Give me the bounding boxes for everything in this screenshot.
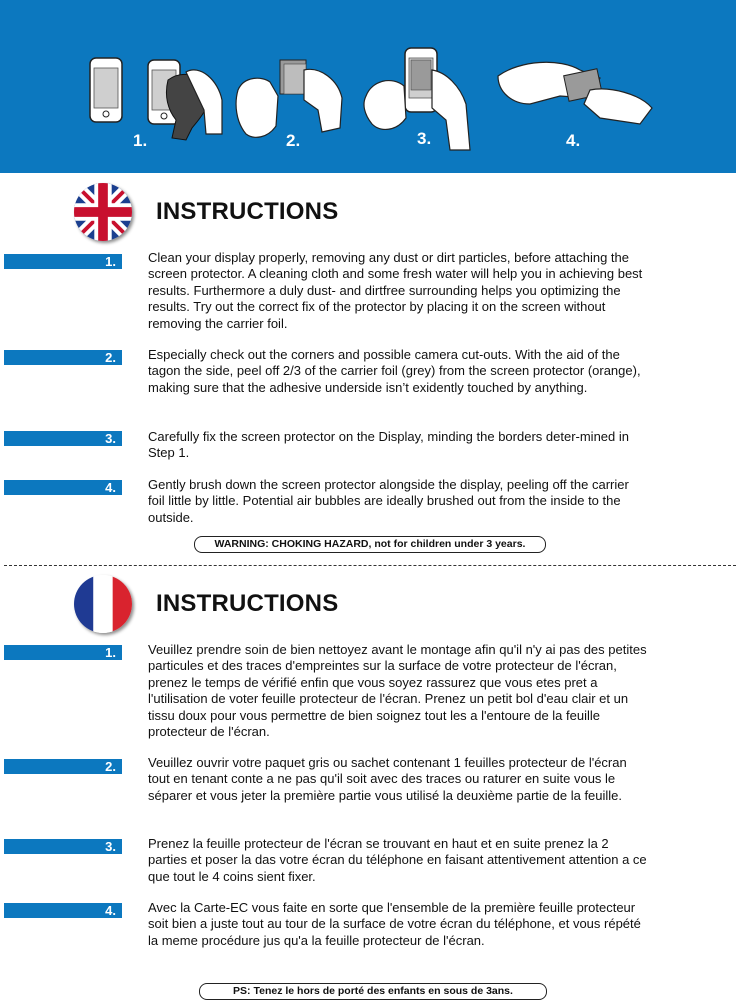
step-1-label: 1. <box>133 131 148 150</box>
step-text-fr-1: Veuillez prendre soin de bien nettoyez avant le montage afin qu'il n'y ai pas des petites particules et des traces d'empreintes sur la surface de votre protecteur de l'écran, prenez le temps de vérifié enfin que vous soyez rassurez que vous etes pret a l'utilisation de voter feuille protecteur de l'écran. Prenez un petit bol d'eau clair et un tissu doux pour vous permettre de bien soignez tout les a l'entoure de la feuille protecteur de l'écran. <box>148 642 647 740</box>
step-number-en-4: 4. <box>4 480 122 495</box>
ps-note: PS: Tenez le hors de porté des enfants en sous de 3ans. <box>199 983 547 1000</box>
step-text-fr-2: Veuillez ouvrir votre paquet gris ou sachet contenant 1 feuilles protecteur de l'écran tout en tenant conte a ne pas qu'il soit avec des traces ou raturer en suite vous le séparer et vous jeter la première partie vous utilisé la deuxième partie de la feuille. <box>148 755 627 803</box>
step-number-en-2: 2. <box>4 350 122 365</box>
step-number-fr-1: 1. <box>4 645 122 660</box>
warning-note: WARNING: CHOKING HAZARD, not for children under 3 years. <box>194 536 546 553</box>
step-number-fr-3: 3. <box>4 839 122 854</box>
step-text-fr-3: Prenez la feuille protecteur de l'écran se trouvant en haut et en suite prenez la 2 parties et poser la das votre écran du téléphone en faisant attentivement attention a ce que tout le 4 coins sient fixer. <box>148 836 647 884</box>
step-number-en-1: 1. <box>4 254 122 269</box>
section-divider <box>4 565 736 566</box>
phone-icon <box>90 58 122 122</box>
step-3-label: 3. <box>417 129 432 148</box>
uk-flag-icon <box>74 183 132 241</box>
step-text-en-1: Clean your display properly, removing any dust or dirt particles, before attaching the screen protector. A cleaning cloth and some fresh water will help you in achieving best results. Furthermore a duly dust- and dirtfree surrounding helps you optimizing the results. Try out the correct fix of the protector by placing it on the screen without removing the carrier foil. <box>148 250 643 331</box>
step-number-fr-4: 4. <box>4 903 122 918</box>
hands-peeling-icon <box>236 60 342 137</box>
step-4-label: 4. <box>566 131 581 150</box>
step-2-label: 2. <box>286 131 301 150</box>
phone-cleaning-icon <box>148 60 222 140</box>
step-number-fr-2: 2. <box>4 759 122 774</box>
steps-illustration <box>0 0 736 173</box>
instruction-banner <box>0 0 736 173</box>
step-text-en-2: Especially check out the corners and possible camera cut-outs. With the aid of the tagon the side, peel off 2/3 of the carrier foil (grey) from the screen protector (orange), making sure that the adhesive underside isn’t exidently touched by anything. <box>148 347 641 395</box>
step-text-en-4: Gently brush down the screen protector alongside the display, peeling off the carrier foil little by little. Potential air bubbles are ideally brushed out from the inside to the outside. <box>148 477 629 525</box>
section-heading-en: INSTRUCTIONS <box>156 198 339 225</box>
step-text-en-3: Carefully fix the screen protector on the Display, minding the borders deter-mined in Step 1. <box>148 429 629 461</box>
hand-smoothing-icon <box>498 62 652 124</box>
step-text-fr-4: Avec la Carte-EC vous faite en sorte que l'ensemble de la première feuille protecteur soit bien a juste tout au tour de la surface de votre écran du téléphone, et vous répété la meme procédure jus qu'a la feuille protecteur de l'écran. <box>148 900 641 948</box>
section-heading-fr: INSTRUCTIONS <box>156 590 339 617</box>
france-flag-icon <box>74 575 132 633</box>
step-number-en-3: 3. <box>4 431 122 446</box>
